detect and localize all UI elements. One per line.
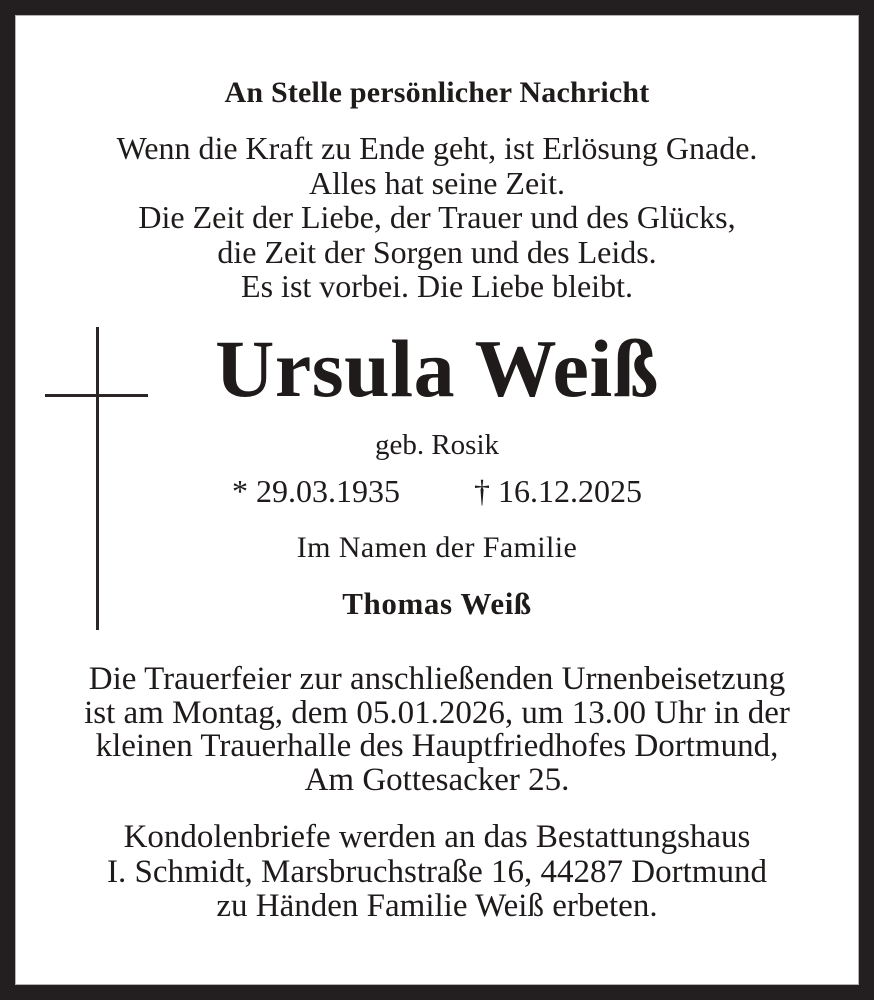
condolence-line: I. Schmidt, Marsbruchstraße 16, 44287 Dortmund — [107, 853, 767, 890]
poem-line: Wenn die Kraft zu Ende geht, ist Erlösung Gnade. — [116, 130, 758, 166]
funeral-line: ist am Montag, dem 05.01.2026, um 13.00 Uhr in der — [84, 694, 790, 731]
poem-line: Die Zeit der Liebe, der Trauer und des Glücks, — [138, 199, 736, 236]
funeral-line: kleinen Trauerhalle des Hauptfriedhofes Dortmund, — [95, 728, 779, 765]
deceased-name: Ursula Weiß — [215, 323, 659, 414]
life-dates — [0, 473, 874, 510]
poem-line: Alles hat seine Zeit. — [309, 164, 565, 201]
memorial-poem — [0, 131, 874, 304]
condolence-info — [0, 820, 874, 924]
poem-line: die Zeit der Sorgen und des Leids. — [217, 233, 657, 270]
funeral-line: Am Gottesacker 25. — [304, 761, 570, 798]
poem-line: Es ist vorbei. Die Liebe bleibt. — [241, 268, 633, 305]
funeral-info — [0, 663, 874, 797]
condolence-line: Kondolenbriefe werden an das Bestattungshaus — [123, 819, 751, 855]
family-line: Im Namen der Familie — [296, 531, 578, 564]
birth-date: * 29.03.1935 — [232, 473, 400, 509]
notice-header: An Stelle persönlicher Nachricht — [224, 76, 650, 109]
mourner-name: Thomas Weiß — [342, 586, 532, 621]
condolence-line: zu Händen Familie Weiß erbeten. — [216, 888, 658, 924]
maiden-name: geb. Rosik — [374, 429, 500, 461]
funeral-line: Die Trauerfeier zur anschließenden Urnenbeisetzung — [88, 661, 786, 697]
death-date: † 16.12.2025 — [474, 473, 642, 509]
